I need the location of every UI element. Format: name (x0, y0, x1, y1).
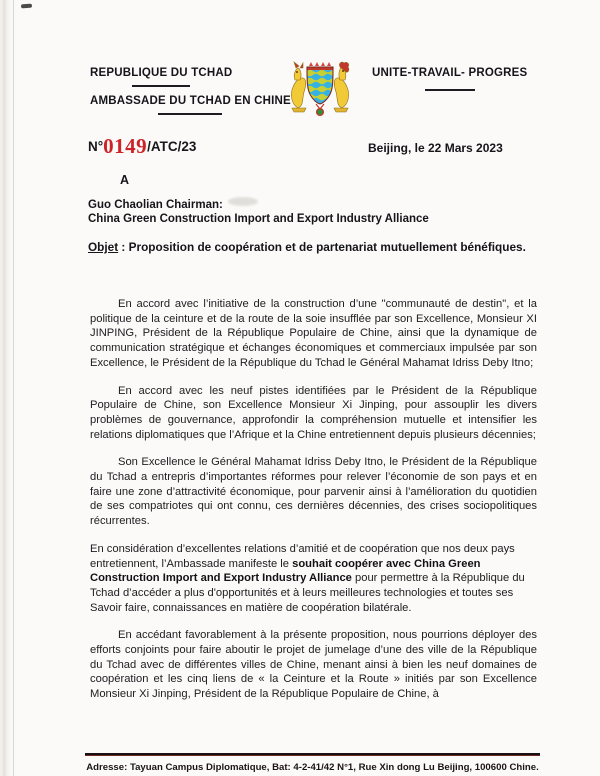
subject-line (88, 240, 546, 255)
addressee-block (88, 198, 429, 226)
addressee-to: A (120, 173, 130, 187)
ref-suffix: /ATC/23 (147, 139, 197, 154)
motto-text: UNITE-TRAVAIL- PROGRES (372, 67, 528, 79)
subject-separator: : (118, 240, 129, 254)
republic-title: REPUBLIQUE DU TCHAD (90, 67, 233, 79)
subject-label: Objet (88, 240, 119, 254)
reference-number (88, 134, 196, 159)
scan-artifact-speck (21, 4, 32, 9)
divider (425, 89, 475, 91)
subject-text: Proposition de coopération et de partenariat mutuellement bénéfiques. (128, 240, 526, 254)
ref-number: 0149 (103, 134, 148, 158)
body-paragraph: Son Excellence le Général Mahamat Idriss Deby Itno, le Président de la République du Tchad a entrepris d’importantes réformes pour relever l’économie de son pays et en faire une zone d’attractivité économique, pour parvenir ainsi à l’amélioration du quotidien de ses compatriotes qui ont connu, ces dernières décennies, des crises sociopolitiques récurrentes. (90, 456, 537, 528)
divider (158, 113, 222, 115)
footer-divider (85, 753, 540, 756)
scan-edge-line (13, 0, 14, 776)
letter-body (90, 297, 537, 749)
body-paragraph: En accord avec l’initiative de la construction d’une "communauté de destin", et la politique de la ceinture et de la route de la soie insufflée par son Excellence, Monsieur XI JINPING, Président de la République Populaire de Chine, ainsi que la dynamique de communication stratégique et échanges économiques et commerciaux impulsée par son Excellence, le Président de la République du Tchad le Général Mahamat Idriss Deby Itno; (90, 298, 537, 369)
ref-prefix: N° (88, 139, 104, 154)
body-paragraph: En accédant favorablement à la présente proposition, nous pourrions déployer des efforts conjoints pour faire aboutir le projet de jumelage d’une des ville de la République du Tchad avec de différentes villes de Chine, menant ainsi à bien les neuf domaines de coopération et les cinq liens de « la Ceinture et la Route » initiés par son Excellence Monsieur Xi Jinping, Président de la République Populaire de Chine, à (90, 629, 537, 701)
embassy-title: AMBASSADE DU TCHAD EN CHINE (90, 95, 291, 107)
letterhead-motto (372, 63, 527, 91)
footer-address: Adresse: Tayuan Campus Diplomatique, Bat: 4-2-41/42 N°1, Rue Xin dong Lu Beijing, 100600 Chine. (86, 762, 539, 773)
scan-edge (0, 0, 13, 776)
cooperation-highlight: souhait coopérer avec China Green Construction Import and Export Industry Alliance (90, 557, 481, 585)
addressee-organization: China Green Construction Import and Export Industry Alliance (88, 213, 429, 225)
chad-coat-of-arms-icon (282, 58, 358, 120)
letterhead-left (90, 63, 291, 115)
body-paragraph: En accord avec les neuf pistes identifiées par le Président de la République Populaire de Chine, son Excellence Monsieur Xi Jinping, pour assouplir les divers problèmes de gouvernance, approfondir la compréhension mutuelle et intensifier les relations diplomatiques que l’Afrique et la Chine entretiennent depuis plusieurs décennies; (90, 384, 537, 441)
body-paragraph: En considération d’excellentes relations d’amitié et de coopération que nos deux pays entretiennent, l’Ambassade manifeste le souhait coopérer avec China Green Construction Import and Export Industry Alliance pour permettre à la République du Tchad d’accéder a plus d'opportunités et à leurs meilleures technologies et toutes ses Savoir faire, connaissances en matière de coopération bilatérale. (90, 542, 525, 614)
dateline: Beijing, le 22 Mars 2023 (368, 141, 503, 155)
addressee-name: Guo Chaolian Chairman: (88, 199, 223, 211)
